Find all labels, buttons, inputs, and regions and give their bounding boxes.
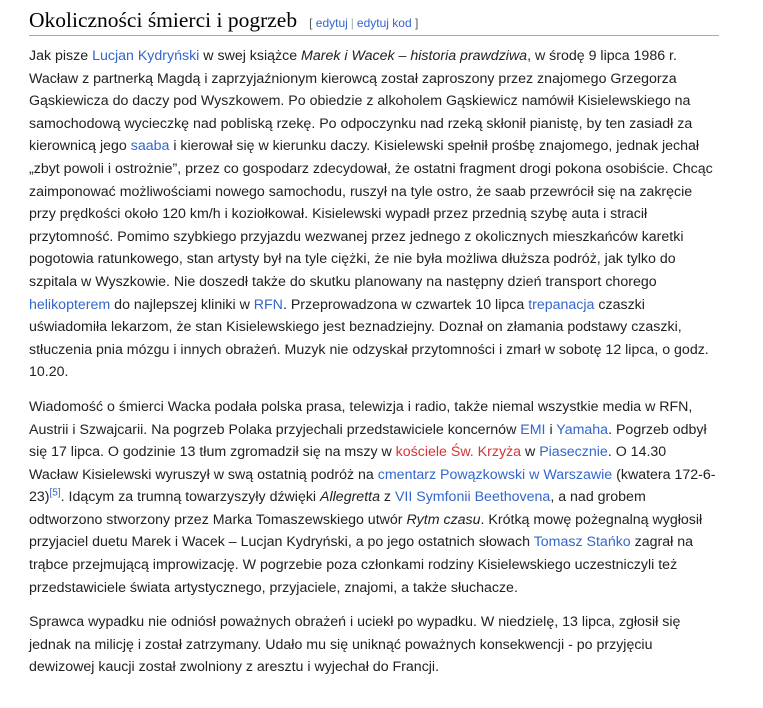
text: . Idącym za trumną towarzyszyły dźwięki [60,489,321,506]
edit-code-link[interactable]: edytuj kod [356,16,412,30]
text: , w środę 9 lipca 1986 r. Wacław z partnerką Magdą i zaprzyjaźnionym kierowcą został zaproszony przez znajomego Grzegorza Gąskiewicza do daczy pod Wyszkowem. Po obiedzie z alkoholem Gąskiewicz namówił Kisielewskiego na samochodową wycieczkę nad pobliską rzekę. Po odpoczynku nad rzeką skłonił pianistę, by ten zasiadł za kierownicą jego [29,48,693,155]
text: zagrał na trąbce przejmującą improwizację. W pogrzebie poza członkami rodziny Kisielewskiego uczestniczyli też przedstawiciele świata artystycznego, przyjaciele, znajomi, a także słuchacze. [29,534,694,596]
text: z [379,489,395,506]
link-vii-symfonia[interactable]: VII Symfonii Beethovena [394,489,551,506]
text: . O 14.30 Wacław Kisielewski wyruszył w swą ostatnią podróż na [29,444,667,483]
book-title: Marek i Wacek – historia prawdziwa [301,48,528,64]
redlink-kosciol-sw-krzyza[interactable]: kościele Św. Krzyża [395,444,522,461]
link-trepanacja[interactable]: trepanacja [528,296,595,313]
edit-link[interactable]: edytuj [315,16,348,30]
italic-allegretta: Allegretta [320,489,380,506]
text: w swej książce [199,48,302,64]
text: . Przeprowadzona w czwartek 10 lipca [282,296,529,313]
paragraph-3 [29,611,719,679]
text: Sprawca wypadku nie odniósł poważnych obrażeń i uciekł po wypadku. W niedzielę, 13 lipca, zgłosił się jednak na milicję i został zatrzymany. Udało mu się uniknąć poważnych konsekwencji - po przyjęciu dewizowej kaucji został zwolniony z aresztu i wyjechał do Francji. [29,614,681,676]
reference-5[interactable]: [5] [49,487,61,499]
link-cmentarz-powazkowski[interactable]: cmentarz Powązkowski w Warszawie [377,466,613,483]
text: Jak pisze [29,48,93,64]
link-yamaha[interactable]: Yamaha [556,421,609,438]
text: . Krótką mowę pożegnalną wygłosił przyjaciel duetu Marek i Wacek – Lucjan Kydryński, a po jego ostatnich słowach [29,511,703,551]
section-title: Okoliczności śmierci i pogrzeb [29,8,298,32]
text: (kwatera 172-6-23) [29,466,716,506]
text: w [521,444,540,461]
italic-rytm-czasu: Rytm czasu [406,511,481,528]
link-tomasz-stanko[interactable]: Tomasz Stańko [533,534,631,551]
article-section [29,0,719,679]
link-piaseczno[interactable]: Piasecznie [539,444,608,461]
paragraph-2 [29,396,719,599]
text: Wiadomość o śmierci Wacka podała polska prasa, telewizja i radio, także niemal wszystkie media w RFN, Austrii i Szwajcarii. Na pogrzeb Polaka przyjechali przedstawiciele koncernów [29,398,693,438]
section-heading-row [29,8,719,36]
edit-section-links [309,16,418,30]
text: , a nad grobem odtworzono stworzony przez Marka Tomaszewskiego utwór [29,489,646,528]
link-saab[interactable]: saaba [130,138,170,155]
paragraph-1 [29,45,719,384]
edit-bracket-close: ] [414,16,419,30]
link-lucjan-kydrynski[interactable]: Lucjan Kydryński [92,48,200,64]
link-rfn[interactable]: RFN [253,296,283,313]
text: . Pogrzeb odbył się 17 lipca. O godzinie 13 tłum zgromadził się na mszy w [29,421,707,461]
text: i kierował się w kierunku daczy. Kisielewski spełnił prośbę znajomego, jednak jechał „zbyt powoli i ostrożnie”, przez co gospodarz zdecydował, że ostatni fragment drogi pokona osobiście. Chcąc zaimponować możliwościami nowego samochodu, ruszył na tyle ostro, że saab przewrócił się na zakręcie przy prędkości około 120 km/h i koziołkował. Kisielewski wypadł przez przednią szybę auta i stracił przytomność. Pomimo szybkiego przyjazdu wezwanej przez jednego z okolicznych mieszkańców karetki pogotowia ratunkowego, stan artysty był na tyle ciężki, że nie była możliwa dłuższa podróż, jak tylko do szpitala w Wyszkowie. Nie doszedł także do skutku planowany na następny dzień transport chorego [29,138,713,290]
text: do najlepszej kliniki w [110,296,254,313]
edit-bracket-open: [ [309,16,313,30]
text: i [545,421,557,438]
link-helikopter[interactable]: helikopterem [29,296,111,313]
edit-separator: | [350,16,354,30]
link-emi[interactable]: EMI [520,421,546,438]
text: czaszki uświadomiła lekarzom, że stan Kisielewskiego jest beznadziejny. Doznał on złamania podstawy czaszki, stłuczenia pnia mózgu i innych obrażeń. Muzyk nie odzyskał przytomności i zmarł w sobotę 12 lipca, o godz. 10.20. [29,296,709,381]
